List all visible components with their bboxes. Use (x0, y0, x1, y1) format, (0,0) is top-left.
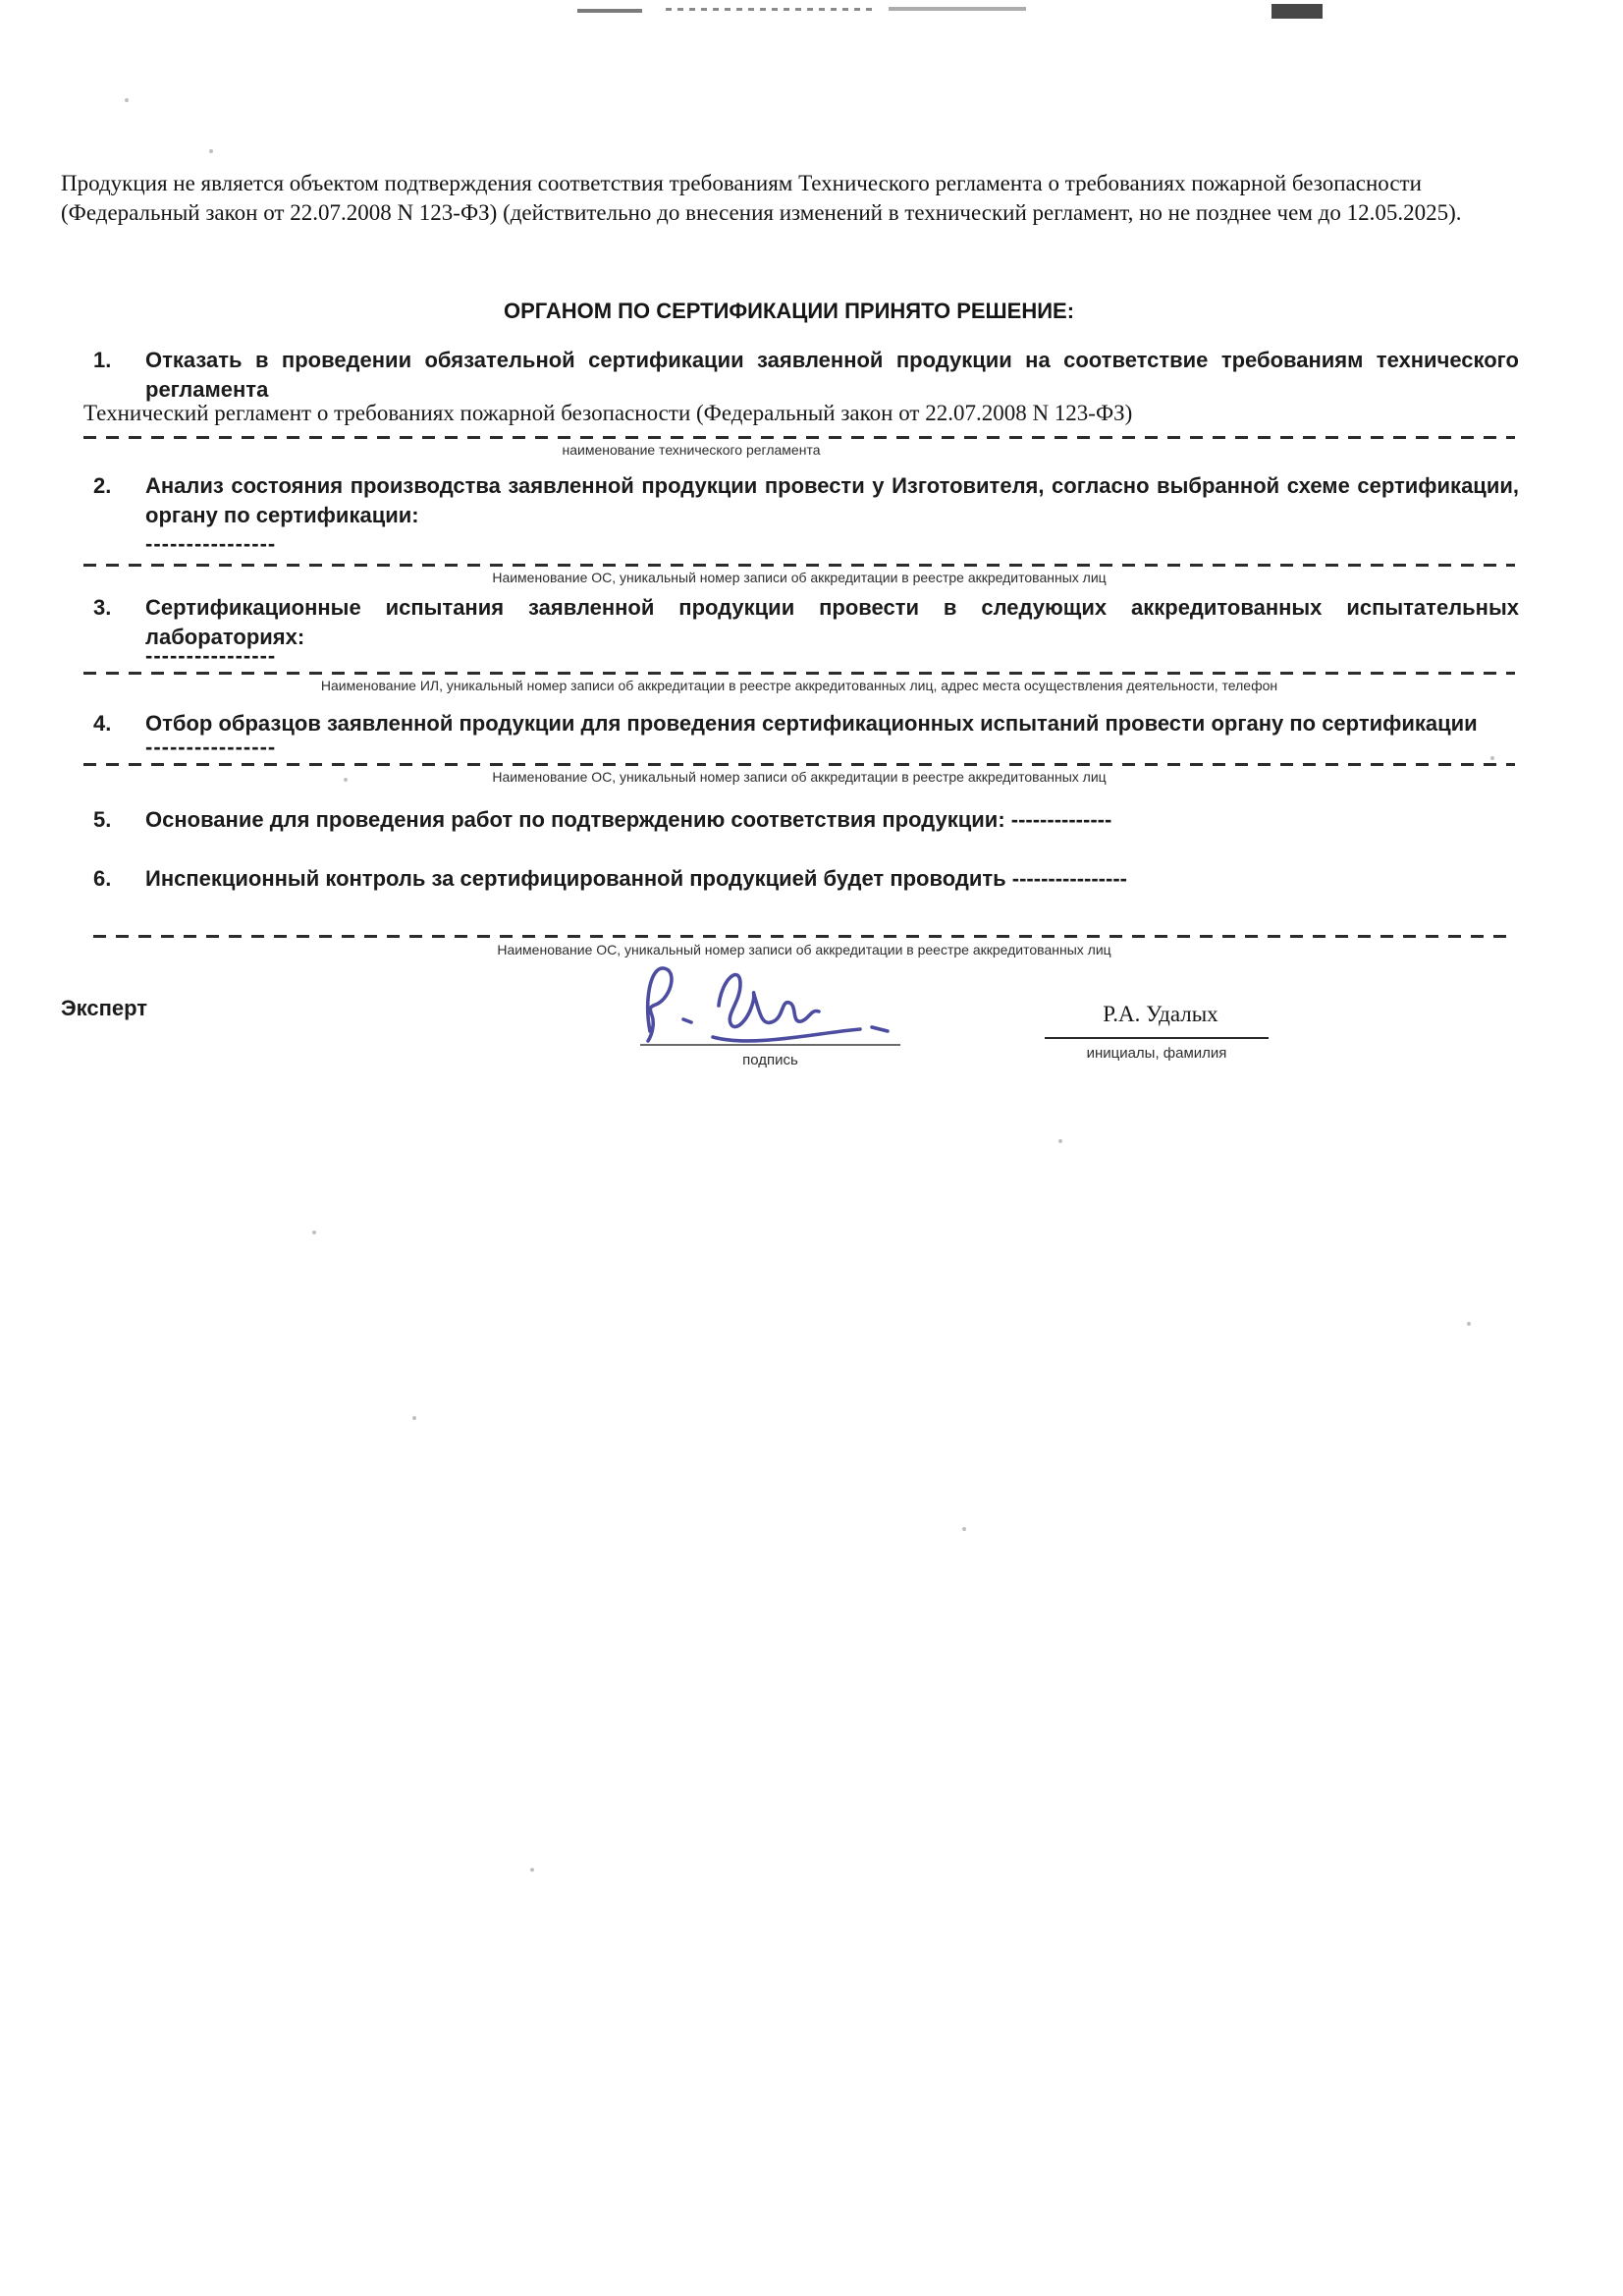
regulation-name-value: Технический регламент о требованиях пожарной безопасности (Федеральный закон от 22.07.2008 N 123-ФЗ) (83, 401, 1133, 425)
item-number: 6. (93, 866, 112, 891)
fill-in-rule (83, 763, 1515, 766)
item-text: Отбор образцов заявленной продукции для проведения сертификационных испытаний провести органу по сертификации (145, 711, 1478, 736)
rule-caption: Наименование ОС, уникальный номер записи об аккредитации в реестре аккредитованных лиц (492, 769, 1107, 785)
rule-caption: Наименование ИЛ, уникальный номер записи об аккредитации в реестре аккредитованных лиц, адрес места осуществления деятельности, телефон (320, 678, 1278, 693)
item-text: Сертификационные испытания заявленной продукции провести в следующих аккредитованных испытательных лабораториях: (145, 595, 1519, 649)
item-text: Анализ состояния производства заявленной продукции провести у Изготовителя, согласно выбранной схеме сертификации, органу по сертификации: (145, 473, 1519, 527)
noise-speck (530, 1868, 534, 1872)
item-number: 4. (93, 711, 112, 736)
rule-caption: наименование технического регламента (562, 442, 821, 458)
scan-artifact (577, 9, 642, 13)
noise-speck (412, 1416, 416, 1420)
noise-speck (312, 1230, 316, 1234)
scan-artifact (1271, 4, 1323, 19)
rule-caption: Наименование ОС, уникальный номер записи об аккредитации в реестре аккредитованных лиц (492, 570, 1107, 585)
fill-in-value: ---------------- (145, 735, 277, 759)
item-number: 5. (93, 807, 112, 832)
item-text: Инспекционный контроль за сертифицированной продукцией будет проводить ---------------- (145, 866, 1127, 891)
fill-in-rule (83, 436, 1515, 439)
signature-caption: подпись (742, 1052, 798, 1068)
noise-speck (962, 1527, 966, 1531)
noise-speck (1467, 1322, 1471, 1326)
fill-in-rule (83, 564, 1515, 567)
scan-artifact (666, 8, 877, 11)
noise-speck (1058, 1139, 1062, 1143)
noise-speck (1490, 756, 1494, 760)
expert-name: Р.А. Удалых (1103, 1002, 1218, 1026)
noise-speck (125, 98, 129, 102)
item-number: 2. (93, 473, 112, 498)
signature-ink (628, 955, 923, 1048)
decision-item-1 (93, 346, 1519, 405)
fill-in-value: ---------------- (145, 531, 277, 556)
decision-item-6 (93, 864, 1519, 894)
fill-in-rule (83, 672, 1515, 675)
name-caption: инициалы, фамилия (1086, 1045, 1227, 1062)
decision-item-2 (93, 471, 1519, 530)
noise-speck (209, 149, 213, 153)
intro-paragraph: Продукция не является объектом подтверждения соответствия требованиям Технического регламента о требованиях пожарной безопасности (Федеральный закон от 22.07.2008 N 123-ФЗ) (действительно до внесения изменений в технический регламент, но не позднее чем до 12.05.2025). (61, 171, 1462, 225)
item-number: 1. (93, 348, 112, 372)
rule-caption: Наименование ОС, уникальный номер записи об аккредитации в реестре аккредитованных лиц (497, 942, 1111, 957)
decision-heading: ОРГАНОМ ПО СЕРТИФИКАЦИИ ПРИНЯТО РЕШЕНИЕ: (503, 299, 1075, 323)
item-text: Основание для проведения работ по подтверждению соответствия продукции: -------------- (145, 807, 1112, 832)
decision-item-4 (93, 709, 1519, 738)
signature-line (640, 1044, 900, 1046)
decision-item-5 (93, 805, 1519, 835)
name-line (1045, 1037, 1269, 1039)
expert-label: Эксперт (61, 996, 148, 1020)
scan-artifact (889, 7, 1026, 11)
fill-in-rule (93, 935, 1515, 938)
item-number: 3. (93, 595, 112, 620)
decision-item-3 (93, 593, 1519, 652)
fill-in-value: ---------------- (145, 643, 277, 668)
item-text: Отказать в проведении обязательной сертификации заявленной продукции на соответствие требованиям технического регламента (145, 348, 1519, 402)
